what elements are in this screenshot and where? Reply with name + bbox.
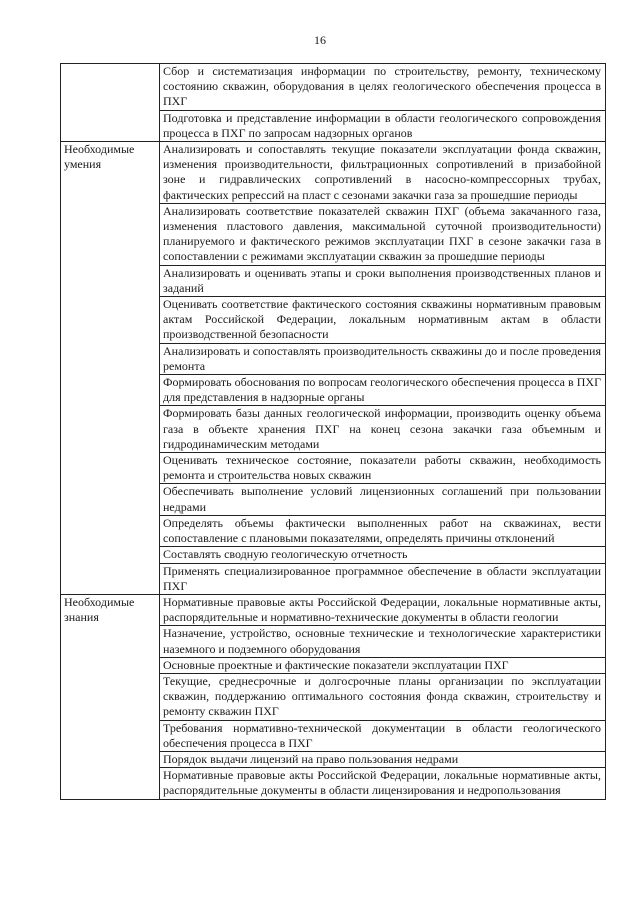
item-cell: Составлять сводную геологическую отчетность [160,547,606,563]
item-cell: Назначение, устройство, основные технические и технологические характеристики наземного и подземного оборудования [160,626,606,657]
category-cell: Необходимые умения [61,142,160,595]
item-cell: Анализировать и сопоставлять текущие показатели эксплуатации фонда скважин, изменения производительности, фильтрационных сопротивлений в призабойной зоне и гидравлических сопротивлений в насосно-компрессорных трубах, фактических репрессий на пласт с сезонами закачки газа за прошедшие периоды [160,142,606,204]
item-cell: Требования нормативно-технической документации в области геологического обеспечения процесса в ПХГ [160,720,606,751]
item-cell: Основные проектные и фактические показатели эксплуатации ПХГ [160,657,606,673]
table-row [61,64,606,111]
item-cell: Сбор и систематизация информации по строительству, ремонту, техническому состоянию скважин, оборудования в целях геологического обеспечения процесса в ПХГ [160,64,606,111]
item-cell: Нормативные правовые акты Российской Федерации, локальные нормативные акты, распорядительные документы в области лицензирования и недропользования [160,768,606,799]
item-cell: Обеспечивать выполнение условий лицензионных соглашений при пользовании недрами [160,484,606,515]
item-cell: Оценивать техническое состояние, показатели работы скважин, необходимость ремонта и строительства новых скважин [160,453,606,484]
category-cell [61,64,160,142]
item-cell: Подготовка и представление информации в области геологического сопровождения процесса в ПХГ по запросам надзорных органов [160,110,606,141]
table-row [61,594,606,625]
item-cell: Формировать базы данных геологической информации, производить оценку объема газа в объекте хранения ПХГ на конец сезона закачки газа объемным и гидродинамическим методами [160,406,606,453]
requirements-table [60,63,606,800]
page-number: 16 [314,33,326,47]
category-cell: Необходимые знания [61,594,160,799]
item-cell: Текущие, среднесрочные и долгосрочные планы организации по эксплуатации скважин, поддержанию оптимального состояния фонда скважин, строительству и ремонту скважин ПХГ [160,673,606,720]
item-cell: Анализировать и оценивать этапы и сроки выполнения производственных планов и заданий [160,265,606,296]
item-cell: Применять специализированное программное обеспечение в области эксплуатации ПХГ [160,563,606,594]
table-row [61,142,606,204]
item-cell: Нормативные правовые акты Российской Федерации, локальные нормативные акты, распорядительные и нормативно-технические документы в области геологии [160,594,606,625]
item-cell: Порядок выдачи лицензий на право пользования недрами [160,751,606,767]
item-cell: Анализировать соответствие показателей скважин ПХГ (объема закачанного газа, изменения пластового давления, максимальной суточной производительности) планируемого и фактического режимов эксплуатации ПХГ в сезоне закачки газа в сопоставлении с режимами эксплуатации скважин за прошедшие периоды [160,203,606,265]
item-cell: Формировать обоснования по вопросам геологического обеспечения процесса в ПХГ для представления в надзорные органы [160,375,606,406]
item-cell: Анализировать и сопоставлять производительность скважины до и после проведения ремонта [160,343,606,374]
item-cell: Оценивать соответствие фактического состояния скважины нормативным правовым актам Российской Федерации, локальным нормативным актам в области производственной безопасности [160,297,606,344]
item-cell: Определять объемы фактически выполненных работ на скважинах, вести сопоставление с плановыми показателями, определять причины отклонений [160,515,606,546]
